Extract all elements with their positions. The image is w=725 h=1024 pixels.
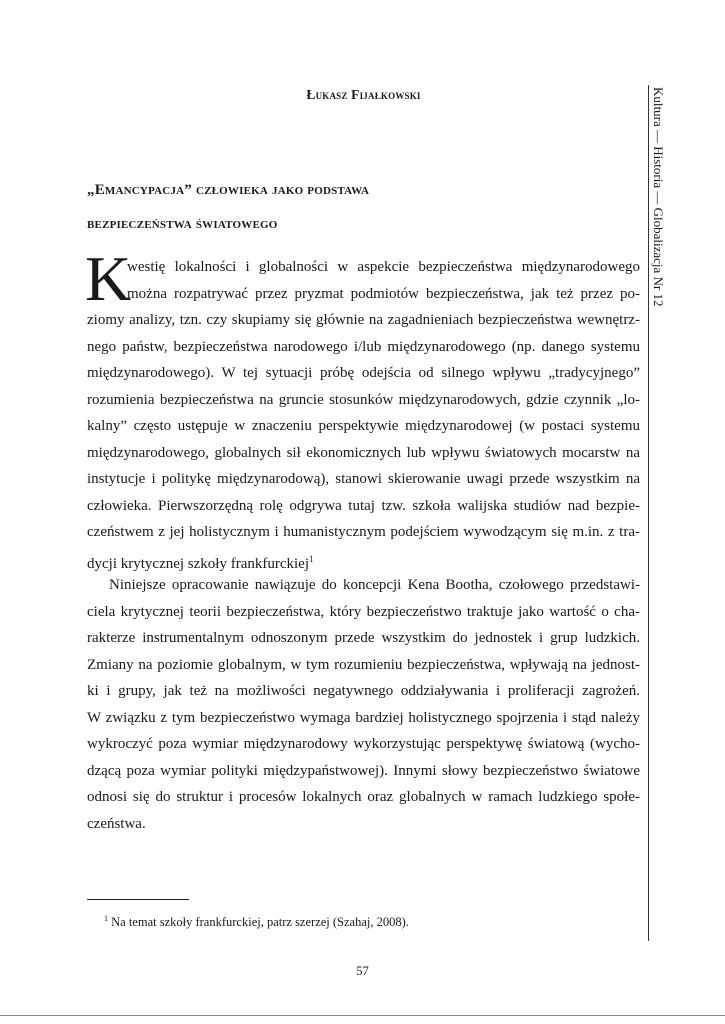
body-line: ki i grupy, jak też na możliwości negatywnego oddziaływania i proliferacji zagrożeń. [87,683,640,699]
body-line: instytucje i politykę międzynarodową), stanowi skierowanie uwagi przede wszystkim na [87,471,640,487]
author-text: Łukasz Fijałkowski [306,87,421,102]
author-name [87,87,640,103]
body-line: Zmiany na poziomie globalnym, w tym rozumieniu bezpieczeństwa, wpływają na jednost- [87,656,640,673]
margin-rule [648,85,649,941]
body-line: można rozpatrywać przez pryzmat podmiotów bezpieczeństwa, jak też przez po- [127,285,640,302]
body-line: rakterze instrumentalnym odnoszonym przede wszystkim do jednostek i grup ludzkich. [87,630,640,646]
body-line: czeństwem z jej holistycznym i humanistycznym podejściem wywodzącym się m.in. z tra- [87,524,640,540]
body-line: ziomy analizy, tzn. czy skupiamy się głównie na zagadnieniach bezpieczeństwa wewnętrz- [87,312,640,328]
page-bottom-divider [0,1015,725,1016]
body-line: kalny” często ustępuje w znaczeniu perspektywie międzynarodowej (w postaci systemu [87,418,640,434]
body-line: Niniejsze opracowanie nawiązuje do koncepcji Kena Bootha, czołowego przedstawi- [109,577,640,593]
body-line: wykroczyć poza wymiar międzynarodowy wykorzystując perspektywę światową (wycho- [87,736,640,752]
body-line: dzącą poza wymiar polityki międzypaństwowej). Innymi słowy bezpieczeństwo światowe [87,762,640,779]
body-line: międzynarodowego, globalnych sił ekonomicznych lub wpływu światowych mocarstw na [87,444,640,461]
body-line: nego państw, bezpieczeństwa narodowego i/lub międzynarodowego (np. danego systemu [87,338,640,355]
body-line-text: dycji krytycznej szkoły frankfurckiej [87,555,309,572]
body-line: człowieka. Pierwszorzędną rolę odgrywa tutaj tzw. szkoła walijska studiów nad bezpie- [87,497,640,514]
footnote [104,914,409,930]
running-head: Kultura — Historia — Globalizacja Nr 12 [651,87,666,307]
footnote-text: Na temat szkoły frankfurckiej, patrz szerzej (Szahaj, 2008). [108,915,409,930]
footnote-reference[interactable]: 1 [309,553,314,564]
paragraph-1 [85,243,640,572]
body-line: westię lokalności i globalności w aspekcie bezpieczeństwa międzynarodowego [127,259,640,275]
body-line-last: czeństwa. [87,815,146,832]
body-line: odnosi się do struktur i procesów lokalnych oraz globalnych w ramach ludzkiego społe- [87,789,640,805]
body-text [85,243,640,837]
footnote-divider [87,899,189,900]
body-line: rozumienia bezpieczeństwa na gruncie stosunków międzynarodowych, gdzie czynnik „lo- [87,391,640,408]
title-line-1: „Emancypacja” człowieka jako podstawa [87,182,370,198]
body-line: międzynarodowego). W tej sytuacji próbę odejścia od silnego wpływu „tradycyjnego” [87,365,640,381]
drop-cap: K [85,243,132,314]
body-line-last [87,546,640,573]
footnote-mark: 1 [104,914,108,923]
article-title [87,173,640,241]
body-line: ciela krytycznej teorii bezpieczeństwa, który bezpieczeństwo traktuje jako wartość o cha- [87,603,640,620]
title-line-2: bezpieczeństwa światowego [87,216,278,232]
page-number: 57 [356,964,369,978]
body-line: W związku z tym bezpieczeństwo wymaga bardziej holistycznego spojrzenia i stąd należy [87,709,640,726]
paragraph-2 [87,572,640,837]
